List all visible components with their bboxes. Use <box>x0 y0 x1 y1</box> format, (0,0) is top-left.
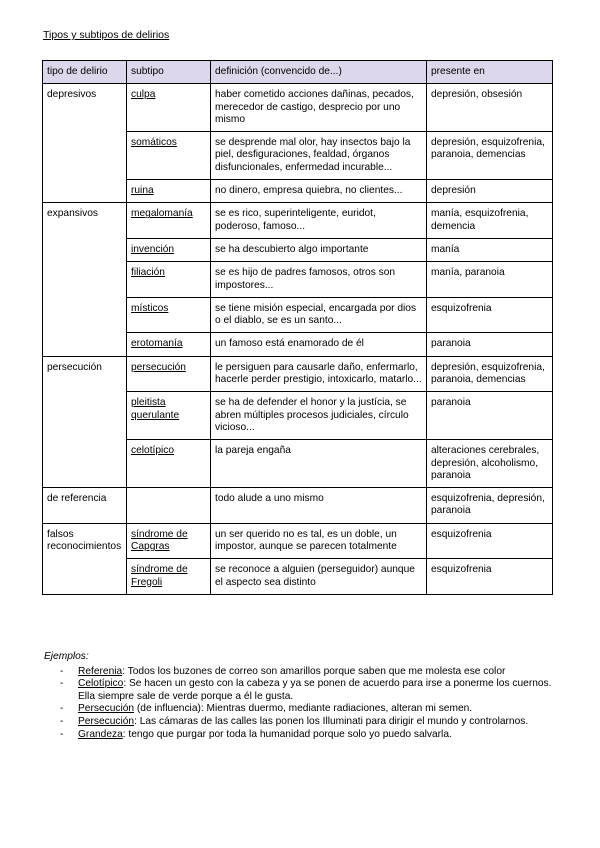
delirios-table <box>42 60 553 595</box>
table-row <box>43 356 553 392</box>
presente-cell: esquizofrenia, depresión, paranoia <box>427 488 553 524</box>
table-row <box>43 203 553 239</box>
subtipo-cell: filiación <box>127 262 211 298</box>
example-term: Grandeza <box>78 728 123 740</box>
subtipo-cell: síndrome de Fregoli <box>127 559 211 595</box>
subtipo-cell: ruina <box>127 180 211 203</box>
subtipo-cell: erotomanía <box>127 333 211 356</box>
examples-section <box>44 651 554 741</box>
definicion-cell: un famoso está enamorado de él <box>211 333 427 356</box>
subtipo-cell: megalomanía <box>127 203 211 239</box>
list-item: - Persecución: Las cámaras de las calles las ponen los Illuminati para dirigir el mundo y controlarnos. <box>60 715 529 727</box>
subtipo-cell: culpa <box>127 84 211 132</box>
list-item: - Persecución (de influencia): Mientras duermo, mediante radiaciones, alteran mi semen. <box>60 703 473 715</box>
definicion-cell: todo alude a uno mismo <box>211 488 427 524</box>
definicion-cell: se ha de defender el honor y la justícia, se abren múltiples procesos judiciales, círculo vicioso... <box>211 392 427 440</box>
presente-cell: depresión, esquizofrenia, paranoia, demencias <box>427 356 553 392</box>
subtipo-cell <box>127 488 211 524</box>
subtipo-cell: invención <box>127 238 211 261</box>
presente-cell: manía, esquizofrenia, demencia <box>427 203 553 239</box>
tipo-cell: persecución <box>43 356 127 487</box>
tipo-cell: expansivos <box>43 203 127 356</box>
header-tipo: tipo de delirio <box>43 61 127 84</box>
definicion-cell: la pareja engaña <box>211 440 427 488</box>
subtipo-cell: somáticos <box>127 132 211 180</box>
presente-cell: manía, paranoia <box>427 262 553 298</box>
tipo-cell: depresivos <box>43 84 127 203</box>
example-text: (de influencia): Mientras duermo, mediante radiaciones, alteran mi semen. <box>134 703 473 715</box>
subtipo-cell: celotípico <box>127 440 211 488</box>
definicion-cell: le persiguen para causarle daño, enfermarlo, hacerle perder prestigio, intoxicarlo, matarlo... <box>211 356 427 392</box>
page-title: Tipos y subtipos de delirios <box>43 29 170 41</box>
definicion-cell: no dinero, empresa quiebra, no clientes... <box>211 180 427 203</box>
subtipo-cell: persecución <box>127 356 211 392</box>
table-header-row <box>43 61 553 84</box>
subtipo-cell: síndrome de Capgras <box>127 523 211 559</box>
example-text: : Las cámaras de las calles las ponen los Illuminati para dirigir el mundo y controlarnos. <box>134 715 529 727</box>
presente-cell: esquizofrenia <box>427 297 553 333</box>
subtipo-cell: místicos <box>127 297 211 333</box>
presente-cell: paranoia <box>427 392 553 440</box>
definicion-cell: se es rico, superinteligente, euridot, poderoso, famoso... <box>211 203 427 239</box>
definicion-cell: se tiene misión especial, encargada por dios o el diablo, se es un santo... <box>211 297 427 333</box>
list-item: - Celotípico: Se hacen un gesto con la cabeza y ya se ponen de acuerdo para irse a ponerme los cuernos. Ella siempre sale de verde porque a él le gusta. <box>60 678 552 702</box>
tipo-cell: de referencia <box>43 488 127 524</box>
presente-cell: depresión, obsesión <box>427 84 553 132</box>
header-definicion: definición (convencido de...) <box>211 61 427 84</box>
example-text: : Todos los buzones de correo son amarillos porque saben que me molesta ese color <box>122 665 506 677</box>
table-row <box>43 84 553 132</box>
example-term: Persecución <box>78 715 135 727</box>
definicion-cell: se es hijo de padres famosos, otros son impostores... <box>211 262 427 298</box>
presente-cell: paranoia <box>427 333 553 356</box>
list-item: - Referenia: Todos los buzones de correo son amarillos porque saben que me molesta ese color <box>60 665 506 677</box>
example-term: Celotípico <box>78 678 124 690</box>
presente-cell: alteraciones cerebrales, depresión, alcoholismo, paranoia <box>427 440 553 488</box>
table-row <box>43 523 553 559</box>
presente-cell: depresión <box>427 180 553 203</box>
presente-cell: esquizofrenia <box>427 523 553 559</box>
header-presente: presente en <box>427 61 553 84</box>
examples-list <box>44 666 554 742</box>
header-subtipo: subtipo <box>127 61 211 84</box>
definicion-cell: se ha descubierto algo importante <box>211 238 427 261</box>
presente-cell: manía <box>427 238 553 261</box>
examples-title: Ejemplos: <box>44 651 89 662</box>
definicion-cell: un ser querido no es tal, es un doble, un impostor, aunque se parecen totalmente <box>211 523 427 559</box>
example-text: : tengo que purgar por toda la humanidad porque solo yo puedo salvarla. <box>122 728 452 740</box>
list-item: - Grandeza: tengo que purgar por toda la humanidad porque solo yo puedo salvarla. <box>60 728 452 740</box>
subtipo-cell: pleitista querulante <box>127 392 211 440</box>
definicion-cell: haber cometido acciones dañinas, pecados, merecedor de castigo, desprecio por uno mismo <box>211 84 427 132</box>
example-term: Referenia <box>78 665 123 677</box>
definicion-cell: se desprende mal olor, hay insectos bajo la piel, desfiguraciones, fealdad, órganos disfuncionales, enfermedad incurable... <box>211 132 427 180</box>
example-text: : Se hacen un gesto con la cabeza y ya se ponen de acuerdo para irse a ponerme los cuernos. Ella siempre sale de verde porque a él le gusta. <box>78 678 552 702</box>
presente-cell: esquizofrenia <box>427 559 553 595</box>
tipo-cell: falsos reconocimientos <box>43 523 127 594</box>
example-term: Persecución <box>78 703 135 715</box>
presente-cell: depresión, esquizofrenia, paranoia, demencias <box>427 132 553 180</box>
table-row <box>43 488 553 524</box>
definicion-cell: se reconoce a alguien (perseguidor) aunque el aspecto sea distinto <box>211 559 427 595</box>
